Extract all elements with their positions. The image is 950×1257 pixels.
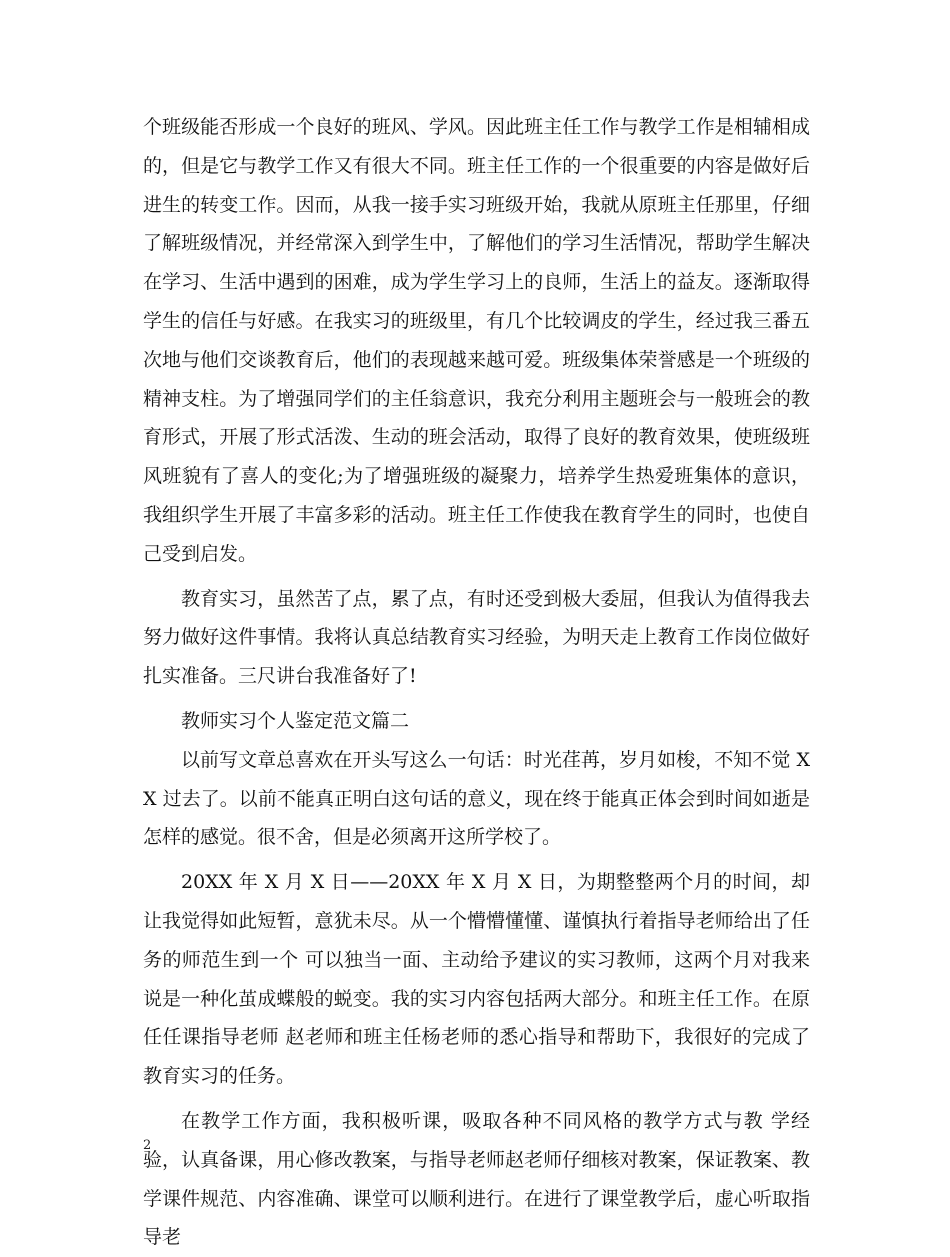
paragraph-continued: 个班级能否形成一个良好的班风、学风。因此班主任工作与教学工作是相辅相成的，但是它与教学工作又有很大不同。班主任工作的一个很重要的内容是做好后进生的转变工作。因而，从我一接手实习班级开始，我就从原班主任那里，仔细了解班级情况，并经常深入到学生中，了解他们的学习生活情况，帮助学生解决在学习、生活中遇到的困难，成为学生学习上的良师，生活上的益友。逐渐取得学生的信任与好感。在我实习的班级里，有几个比较调皮的学生，经过我三番五次地与他们交谈教育后，他们的表现越来越可爱。班级集体荣誉感是一个班级的精神支柱。为了增强同学们的主任翁意识，我充分利用主题班会与一般班会的教育形式，开展了形式活泼、生动的班会活动，取得了良好的教育效果，使班级班风班貌有了喜人的变化;为了增强班级的凝聚力，培养学生热爱班集体的意识，我组织学生开展了丰富多彩的活动。班主任工作使我在教育学生的同时，也使自己受到启发。 (143, 116, 810, 565)
paragraph-opening: 以前写文章总喜欢在开头写这么一句话：时光荏苒，岁月如梭，不知不觉 XX 过去了。以前不能真正明白这句话的意义，现在终于能真正体会到时间如逝是怎样的感觉。很不舍，但是必须离开这所学校了。 (143, 748, 810, 849)
page-number: 2 (143, 1138, 152, 1153)
paragraph-internship-reflection: 教育实习，虽然苦了点，累了点，有时还受到极大委屈，但我认为值得我去努力做好这件事情。我将认真总结教育实习经验，为明天走上教育工作岗位做好扎实准备。三尺讲台我准备好了! (143, 587, 810, 688)
paragraph-teaching-work: 在教学工作方面，我积极听课，吸取各种不同风格的教学方式与教 学经验，认真备课，用心修改教案，与指导老师赵老师仔细核对教案，保证教案、教学课件规范、内容准确、课堂可以顺利进行。在进行了课堂教学后，虚心听取指 导老 (143, 1109, 810, 1249)
section-heading: 教师实习个人鉴定范文篇二 (181, 709, 410, 732)
document-body (143, 108, 810, 1257)
paragraph-internship-period: 20XX 年 X 月 X 日——20XX 年 X 月 X 日，为期整整两个月的时间，却让我觉得如此短暂，意犹未尽。从一个懵懵懂懂、谨慎执行着指导老师给出了任务的师范生到一个 可以独当一面、主动给予建议的实习教师，这两个月对我来说是一种化茧成蝶般的蜕变。我的实习内容包括两大部分。和班主任工作。在原任任课指导老师 赵老师和班主任杨老师的悉心指导和帮助下，我很好的完成了教育实习的任务。 (143, 871, 810, 1088)
